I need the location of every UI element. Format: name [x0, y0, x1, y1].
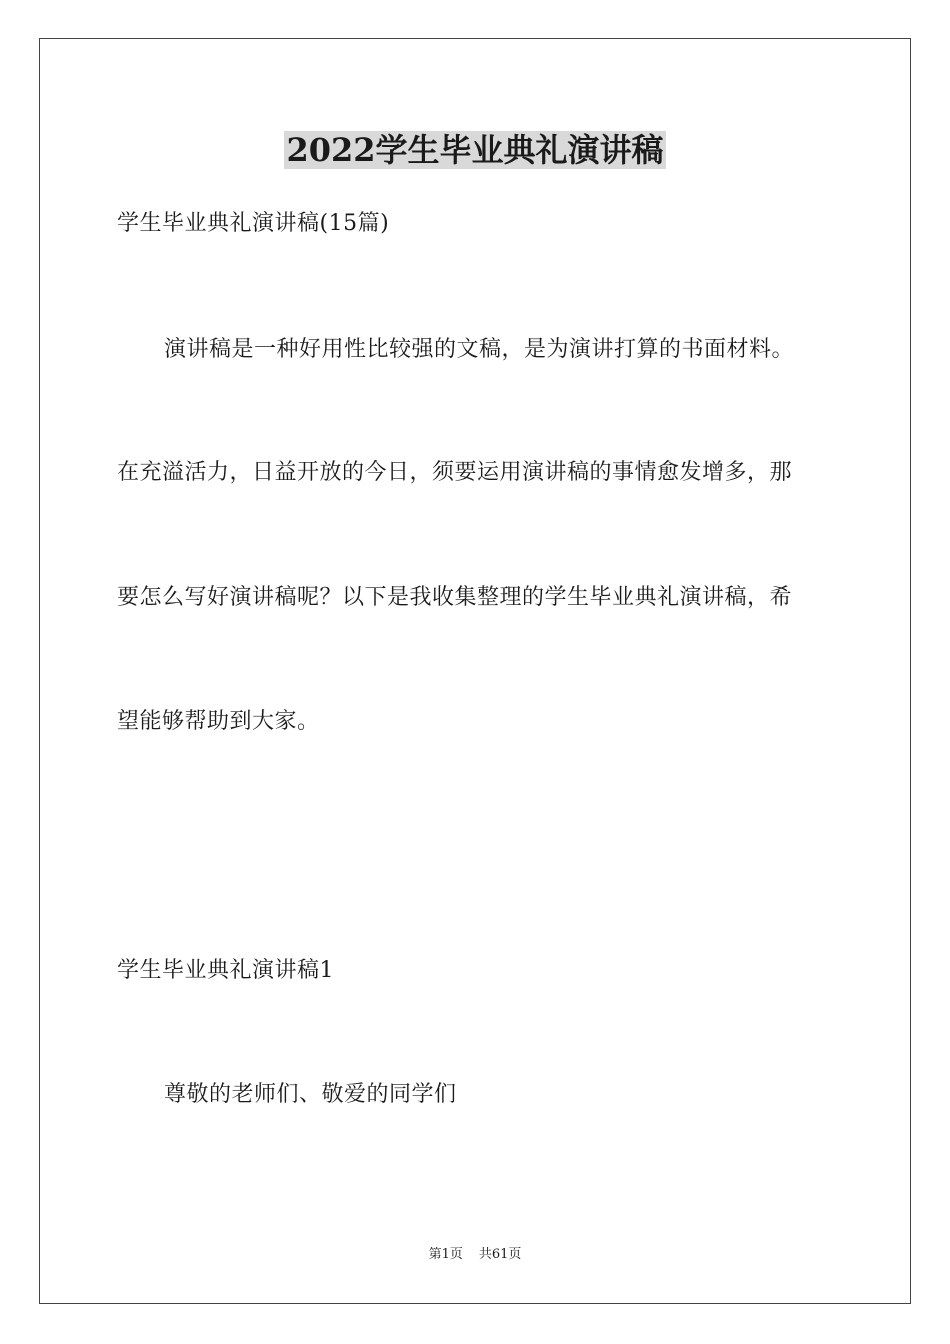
- page-number: 第1页: [428, 1247, 463, 1262]
- document-subtitle: 学生毕业典礼演讲稿(15篇): [117, 211, 390, 236]
- page-total: 共61页: [478, 1247, 522, 1262]
- document-title-text: 2022学生毕业典礼演讲稿: [286, 131, 664, 169]
- salutation: 尊敬的老师们、敬爱的同学们: [164, 1082, 457, 1107]
- section-heading: 学生毕业典礼演讲稿1: [117, 958, 334, 983]
- intro-line-2: 在充溢活力，日益开放的今日，须要运用演讲稿的事情愈发增多，那: [117, 460, 793, 485]
- intro-line-1: 演讲稿是一种好用性比较强的文稿，是为演讲打算的书面材料。: [164, 337, 795, 362]
- intro-line-3: 要怎么写好演讲稿呢？以下是我收集整理的学生毕业典礼演讲稿，希: [117, 585, 793, 610]
- document-title: [0, 128, 950, 172]
- page-footer: [0, 1246, 950, 1264]
- intro-line-4: 望能够帮助到大家。: [117, 709, 320, 734]
